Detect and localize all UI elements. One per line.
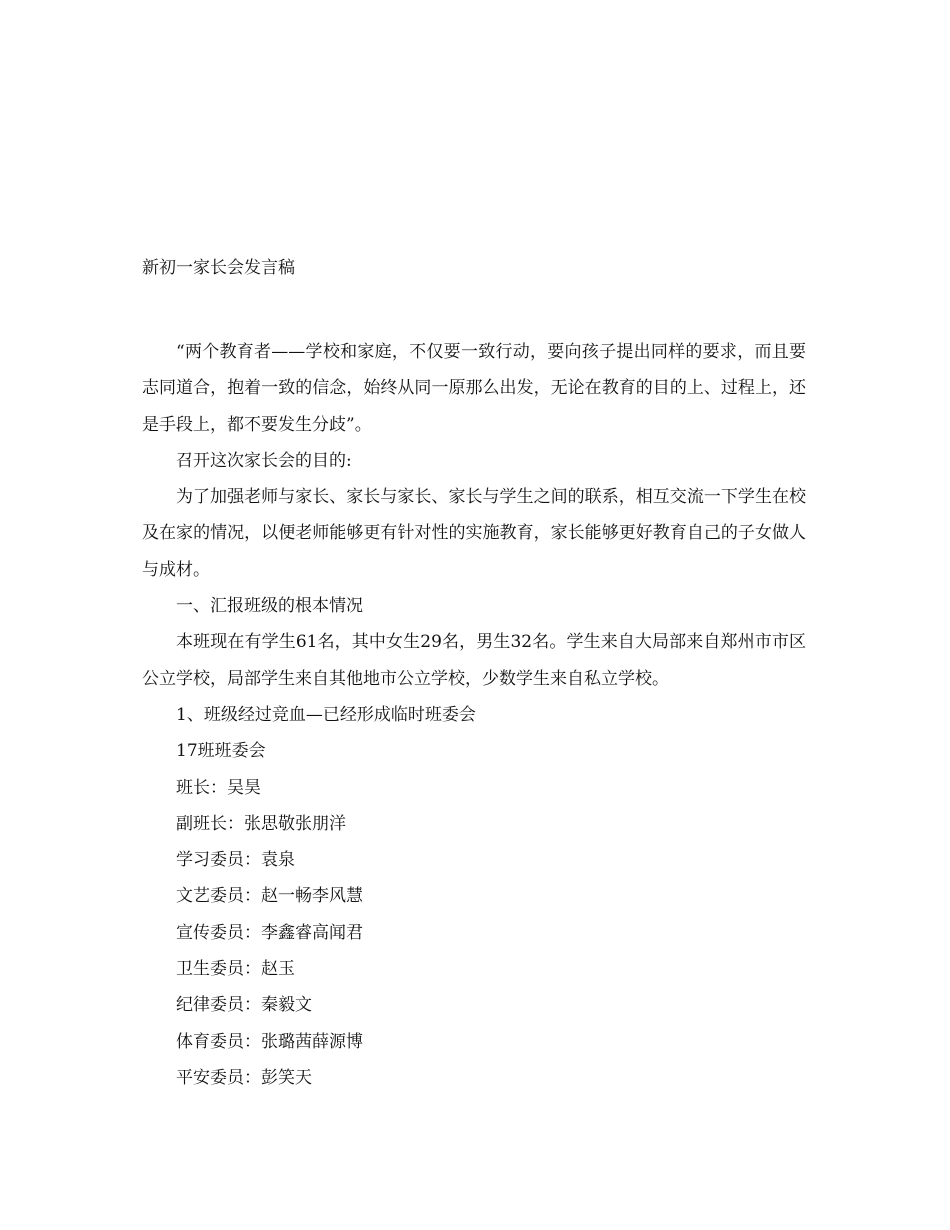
class-info-paragraph: 本班现在有学生61名，其中女生29名，男生32名。学生来自大局部来自郑州市市区公立学校，局部学生来自其他地市公立学校，少数学生来自私立学校。 [142,632,806,689]
purpose-heading: 召开这次家长会的目的: [176,450,352,471]
role-monitor: 班长：吴昊 [176,777,261,798]
role-study: 学习委员：袁泉 [176,850,295,871]
role-vice-monitor: 副班长：张思敬张朋洋 [176,813,346,834]
role-hygiene: 卫生委员：赵玉 [176,959,295,980]
quote-paragraph: “两个教育者——学校和家庭，不仅要一致行动，要向孩子提出同样的要求，而且要志同道合，抱着一致的信念，始终从同一原那么出发，无论在教育的目的上、过程上，还是手段上，都不要发生分歧”。 [142,342,806,435]
document-body [142,250,806,1096]
purpose-paragraph: 为了加强老师与家长、家长与家长、家长与学生之间的联系，相互交流一下学生在校及在家的情况，以便老师能够更有针对性的实施教育，家长能够更好教育自己的子女做人与成材。 [142,487,806,580]
document-title: 新初一家长会发言稿 [142,258,295,278]
role-publicity: 宣传委员：李鑫睿高闻君 [176,922,363,943]
role-discipline: 纪律委员：秦毅文 [176,995,312,1016]
role-safety: 平安委员：彭笑天 [176,1067,312,1088]
role-arts: 文艺委员：赵一畅李风慧 [176,886,363,907]
title-spacer [142,286,806,334]
role-sports: 体育委员：张璐茜薛源博 [176,1031,363,1052]
item-one-heading: 1、班级经过竞血—已经形成临时班委会 [176,704,476,725]
committee-title: 17班班委会 [176,741,266,762]
section-heading-one: 一、汇报班级的根本情况 [176,596,363,617]
